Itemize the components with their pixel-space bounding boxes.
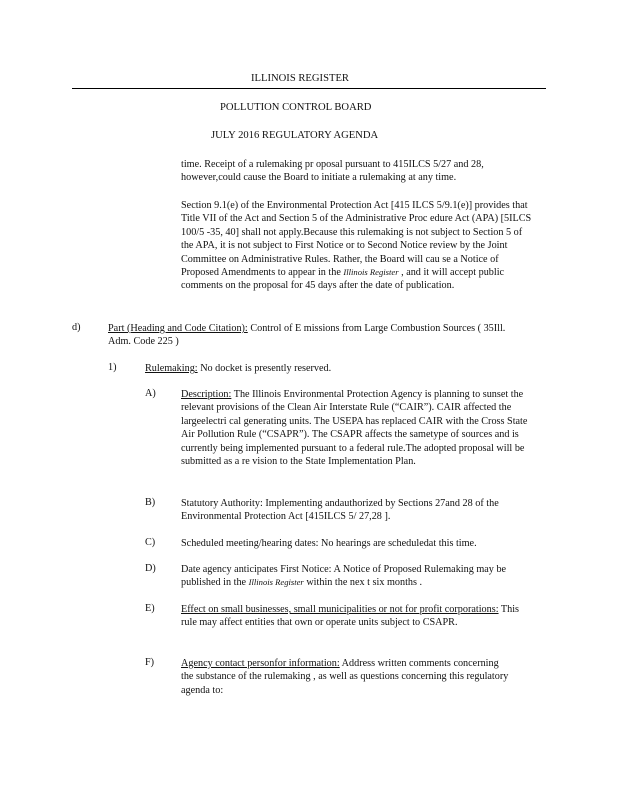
item-b-authority: Statutory Authority: Implementing andauthorized by Sections 27and 28 of the Environmental Protection Act [415ILCS 5/ 27,28 ]. — [181, 498, 499, 523]
item-d-first-notice — [181, 563, 521, 590]
continuation-paragraph: time. Receipt of a rulemaking pr oposal pursuant to 415ILCS 5/27 and 28, however,could cause the Board to initiate a rulemaking at any time. — [181, 159, 484, 184]
item-d-text-post: within the nex t six months . — [303, 577, 423, 589]
item-b-label: B) — [145, 497, 156, 508]
rulemaking-label: 1) — [108, 362, 117, 373]
rulemaking-text: No docket is presently reserved. — [197, 363, 332, 374]
part-heading — [108, 322, 508, 349]
item-e-label: E) — [145, 603, 155, 614]
item-d-register-italic: Illinois Register — [248, 577, 304, 588]
register-title: ILLINOIS REGISTER — [251, 73, 349, 84]
item-f-contact — [181, 657, 511, 697]
item-d-text-pre: Date agency anticipates First Notice: A Notice of Proposed Rulemaking may be published in the — [181, 564, 507, 589]
agenda-title: JULY 2016 REGULATORY AGENDA — [211, 130, 379, 141]
item-a-text: The Illinois Environmental Protection Agency is planning to sunset the relevant provisions of the Clean Air Interstate Rule (“CAIR”). CAIR affected the largeelectri cal generating units. The USEPA has replaced CAIR with the Cross State Air Pollution Rule (“CSAPR”). The CSAPR affects the sametype of sources and is currently being implemented pursuant to a federal rule.The adopted proposal will be submitted as a re vision to the State Implementation Plan. — [181, 389, 528, 468]
rulemaking-title: Rulemaking: — [145, 363, 198, 374]
item-a-title: Description: — [181, 389, 232, 400]
section-text-pre: Section 9.1(e) of the Environmental Protection Act [415 ILCS 5/9.1(e)] provides that Title VII of the Act and Section 5 of the Administrative Proc edure Act (APA) [5ILCS 100/5 -35, 40] shall not apply.Because this rulemaking is not subject to Section 5 of the APA, it is not subject to First Notice or to Second Notice review by the Joint Committee on Administrative Rules. Rather, the Board will cau se a Notice of Proposed Amendments to appear in the — [181, 200, 532, 279]
item-e-title: Effect on small businesses, small municipalities or not for profit corporations: — [181, 604, 499, 615]
board-title: POLLUTION CONTROL BOARD — [220, 102, 372, 113]
item-c-label: C) — [145, 537, 156, 548]
item-a-description — [181, 388, 537, 468]
item-f-title: Agency contact personfor information: — [181, 658, 340, 669]
item-a-label: A) — [145, 388, 156, 399]
item-e-effect — [181, 603, 521, 630]
item-d-label: D) — [145, 563, 156, 574]
item-c-hearing: Scheduled meeting/hearing dates: No hearings are scheduledat this time. — [181, 538, 477, 549]
part-heading-label: Part (Heading and Code Citation): — [108, 323, 248, 334]
section-paragraph — [181, 199, 537, 293]
section-text-post: , and it will accept public comments on the proposal for 45 days after the date of publication. — [181, 267, 505, 292]
item-e-text: This rule may affect entities that own or operate units subject to CSAPR. — [181, 604, 520, 629]
header-rule — [72, 88, 546, 89]
illinois-register-italic: Illinois Register — [343, 267, 399, 278]
part-heading-text: Control of E missions from Large Combustion Sources ( 35Ill. Adm. Code 225 ) — [108, 323, 506, 348]
item-f-label: F) — [145, 657, 155, 668]
rulemaking-line — [145, 362, 525, 375]
item-f-text: Address written comments concerning the substance of the rulemaking , as well as questions concerning this regulatory agenda to: — [181, 658, 509, 696]
part-label: d) — [72, 322, 81, 333]
